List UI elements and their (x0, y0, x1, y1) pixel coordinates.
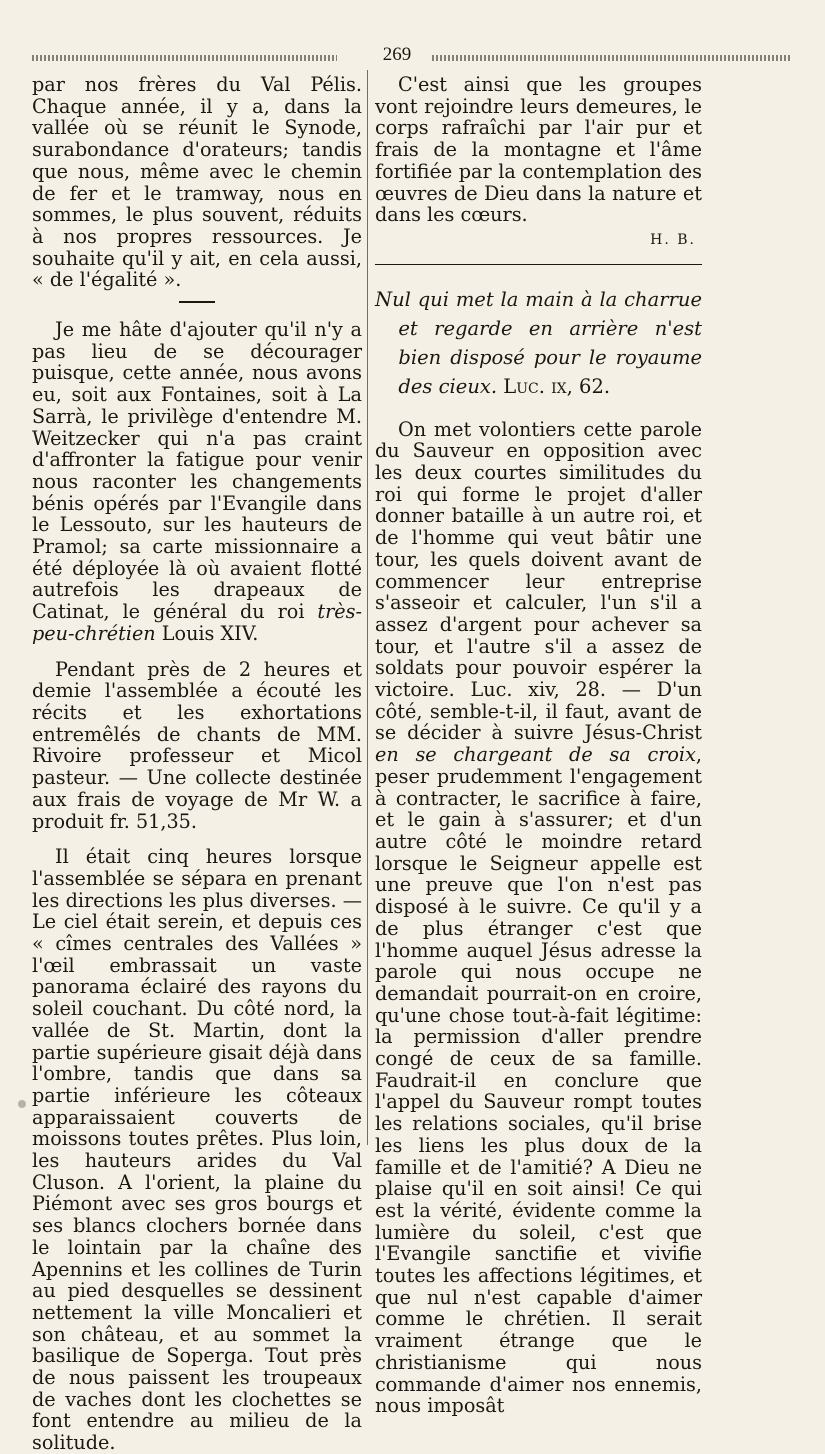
scripture-epigraph (375, 285, 702, 401)
left-column (32, 74, 362, 1454)
scripture-reference: Luc. ix, 62. (503, 374, 611, 398)
scan-speck (18, 1100, 26, 1108)
epigraph-text: Nul qui met la main à la charrue et regarde en arrière n'est bien disposé pour le royaume des cieux. (375, 287, 702, 398)
text-run: Je me hâte d'ajouter qu'il n'y a pas lieu de se décourager puisque, cette année, nous avons eu, soit aux Fontaines, soit à La Sarrà, le privilège d'entendre M. Weitzecker qui n'a pas craint d'affronter la fatigue pour venir nous raconter les changements bénis opérés par l'Evangile dans le Lessouto, sur les hauteurs de Pramol; sa carte missionnaire a été déployée là où avaient flotté autrefois les drapeaux de Catinat, le général du roi (32, 318, 362, 624)
paragraph: Pendant près de 2 heures et demie l'assemblée a écouté les récits et les exhortations entremêlés de chants de MM. Rivoire professeur et Micol pasteur. — Une collecte destinée aux frais de voyage de Mr W. a produit fr. 51,35. (32, 657, 362, 833)
column-divider (367, 70, 368, 1145)
text-run: , peser prudemment l'engagement à contracter, le sacrifice à faire, et le gain à s'assurer; et d'un autre côté le moindre retard lorsque le Seigneur appelle est une preuve que l'on n'est pas disposé à le suivre. Ce qu'il y a de plus étranger c'est que l'homme auquel Jésus adresse la parole qui nous occupe ne demandait pourrait-on en croire, qu'une chose tout-à-fait légitime: la permission d'aller prendre congé de ceux de sa famille. Faudrait-il en conclure que l'appel du Sauveur rompt toutes les relations sociales, qu'il brise les liens les plus doux de la famille et de l'amitié? A Dieu ne plaise qu'il en soit ainsi! Ce qui est la vérité, évidente comme la lumière du soleil, c'est que l'Evangile sanctifie et vivifie toutes les affections légitimes, et que nul n'est capable d'aimer comme le chrétien. Il serait vraiment étrange que le christianisme qui nous commande d'aimer nos ennemis, nous imposât (375, 743, 702, 1418)
paragraph: Il était cinq heures lorsque l'assemblée se sépara en prenant les directions les plus diverses. — Le ciel était serein, et depuis ces « cîmes centrales des Vallées » l'œil embrassait un vaste panorama éclairé des rayons du soleil couchant. Du côté nord, la vallée de St. Martin, dont la partie supérieure gisait déjà dans l'ombre, tandis que dans sa partie inférieure les côteaux apparaissaient couverts de moissons toutes prêtes. Plus loin, les hauteurs arides du Val Cluson. A l'orient, la plaine du Piémont avec ses gros bourgs et ses blancs clochers bornée dans le lointain par la chaîne des Apennins et les collines de Turin au pied desquelles se dessinent nettement la ville Moncalieri et son château, et au sommet la basilique de Soperga. Tout près de nous paissent les troupeaux de vaches dont les clochettes se font entendre au milieu de la solitude. (32, 845, 362, 1454)
paragraph (32, 319, 362, 645)
section-rule (375, 264, 702, 265)
page-number: 269 (382, 44, 412, 65)
right-column (375, 74, 702, 1417)
italic-text: en se chargeant de sa croix (375, 743, 696, 767)
paragraph: C'est ainsi que les groupes vont rejoindre leurs demeures, le corps rafraîchi par l'air pur et frais de la montagne et l'âme fortifiée par la contemplation des œuvres de Dieu dans la nature et dans les cœurs. (375, 73, 702, 227)
page-header (32, 44, 792, 68)
ornamental-rule-left (32, 55, 337, 61)
text-run: Louis XIV. (155, 621, 259, 645)
text-run: On met volontiers cette parole du Sauveur en opposition avec les deux courtes similitudes du roi qui forme le projet d'aller donner bataille à un autre roi, et de l'homme qui veut bâtir une tour, les quels doivent avant de commencer leur entreprise s'asseoir et calculer, l'un s'il a assez d'argent pour achever sa tour, et l'autre s'il a assez de soldats pour pouvoir espérer la victoire. Luc. xiv, 28. — D'un côté, semble-t-il, il faut, avant de se décider à suivre Jésus-Christ (375, 417, 702, 745)
paragraph: par nos frères du Val Pélis. Chaque année, il y a, dans la vallée où se réunit le Synode, surabondance d'orateurs; tandis que nous, même avec le chemin de fer et le tramway, nous en sommes, le plus souvent, réduits à nos propres ressources. Je souhaite qu'il y ait, en cela aussi, « de l'égalité ». (32, 73, 362, 292)
author-signature: H. B. (650, 231, 696, 248)
italic-text: très-peu-chrétien (32, 600, 362, 645)
paragraph (375, 419, 702, 1417)
section-dash (179, 301, 215, 303)
ornamental-rule-right (432, 55, 792, 61)
